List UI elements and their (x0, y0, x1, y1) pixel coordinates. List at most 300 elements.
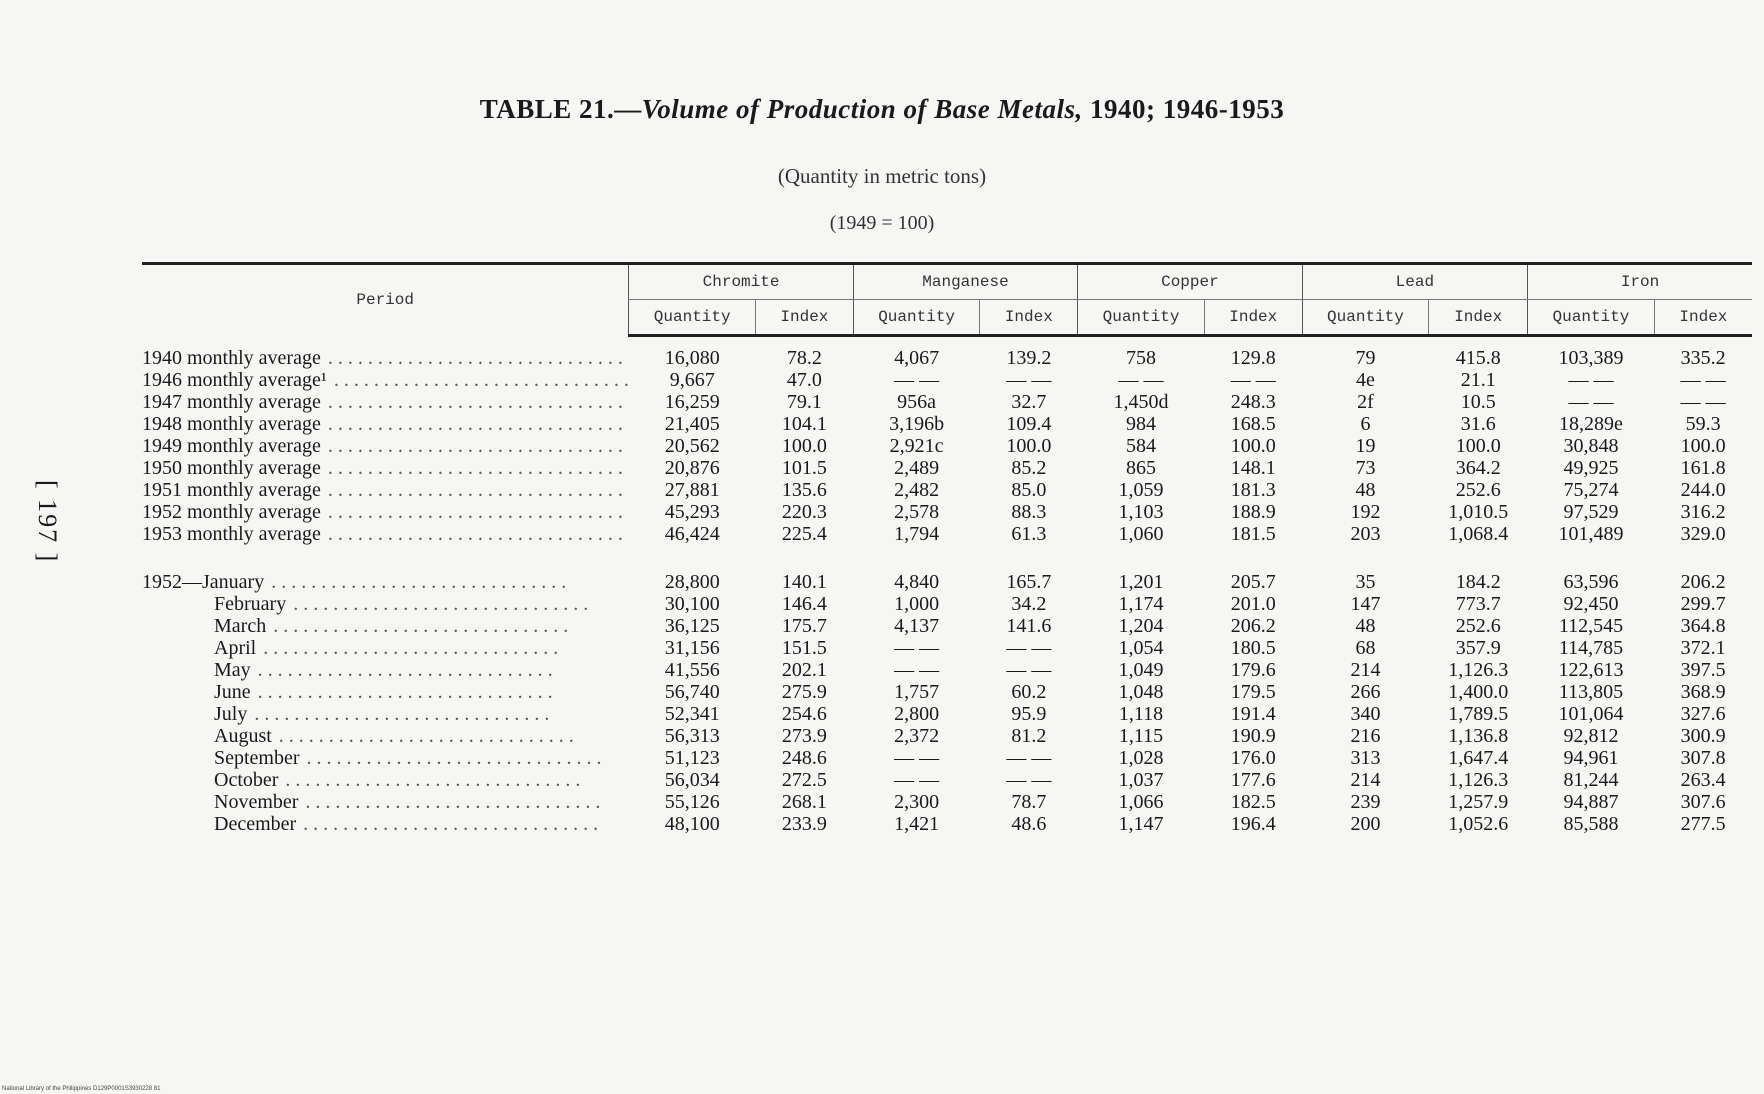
title-prefix: TABLE 21.— (479, 94, 642, 124)
index-cell: 1,068.4 (1448, 523, 1509, 545)
quantity-cell: 68 (1355, 637, 1376, 659)
index-cell: 307.6 (1680, 791, 1726, 813)
table-row (142, 457, 1752, 479)
index-cell: 252.6 (1455, 479, 1501, 501)
index-cell: 364.2 (1455, 457, 1501, 479)
index-cell: 81.2 (1011, 725, 1047, 747)
index-cell: — — (1680, 391, 1726, 413)
quantity-cell: 30,100 (664, 593, 720, 615)
index-cell: 181.5 (1230, 523, 1276, 545)
index-cell: — — (1680, 369, 1726, 391)
quantity-cell: 984 (1126, 413, 1157, 435)
index-cell: 161.8 (1680, 457, 1726, 479)
quantity-cell: 94,961 (1563, 747, 1619, 769)
table-row (142, 703, 1752, 725)
index-cell: 233.9 (781, 813, 827, 835)
index-cell: 273.9 (781, 725, 827, 747)
quantity-cell: 46,424 (664, 523, 720, 545)
index-cell: 129.8 (1230, 347, 1276, 369)
quantity-cell: 92,450 (1563, 593, 1619, 615)
index-cell: 151.5 (781, 637, 827, 659)
quantity-cell: 4e (1356, 369, 1375, 391)
quantity-cell: 79 (1355, 347, 1376, 369)
index-cell: 196.4 (1230, 813, 1276, 835)
table-title (0, 94, 1764, 125)
table-row (142, 769, 1752, 791)
quantity-cell: 6 (1360, 413, 1371, 435)
title-italic: Volume of Production of Base Metals, (641, 94, 1083, 124)
quantity-cell: — — (894, 659, 940, 681)
period-cell (142, 435, 629, 457)
quantity-cell: 2f (1357, 391, 1374, 413)
title-suffix: 1940; 1946-1953 (1082, 94, 1285, 124)
quantity-cell: 758 (1126, 347, 1157, 369)
index-cell: 182.5 (1230, 791, 1276, 813)
period-cell (142, 681, 629, 703)
index-cell: — — (1006, 369, 1052, 391)
quantity-cell: 20,876 (664, 457, 720, 479)
index-cell: 415.8 (1455, 347, 1501, 369)
index-cell: 248.6 (781, 747, 827, 769)
quantity-cell: — — (894, 747, 940, 769)
index-header: Index (756, 300, 854, 336)
index-cell: 206.2 (1680, 571, 1726, 593)
quantity-cell: 4,840 (894, 571, 940, 593)
quantity-cell: 55,126 (664, 791, 720, 813)
index-cell: 277.5 (1680, 813, 1726, 835)
index-cell: 146.4 (781, 593, 827, 615)
quantity-cell: 56,034 (664, 769, 720, 791)
index-cell: 316.2 (1680, 501, 1726, 523)
period-label: 1951 monthly average (142, 479, 321, 501)
spacer-row (142, 545, 1752, 571)
period-cell (142, 659, 629, 681)
table-row (142, 615, 1752, 637)
index-cell: 78.2 (786, 347, 822, 369)
index-cell: — — (1006, 637, 1052, 659)
period-cell (142, 791, 629, 813)
index-cell: 368.9 (1680, 681, 1726, 703)
period-cell (142, 479, 629, 501)
quantity-cell: 1,421 (894, 813, 940, 835)
index-cell: 1,126.3 (1448, 659, 1509, 681)
quantity-cell: 48 (1355, 615, 1376, 637)
period-cell (142, 523, 629, 545)
index-cell: 34.2 (1011, 593, 1047, 615)
quantity-cell: 4,137 (894, 615, 940, 637)
quantity-header: Quantity (853, 300, 980, 336)
period-label: 1946 monthly average¹ (142, 369, 327, 391)
index-cell: 190.9 (1230, 725, 1276, 747)
quantity-cell: 63,596 (1563, 571, 1619, 593)
index-cell: 141.6 (1006, 615, 1052, 637)
quantity-cell: 19 (1355, 435, 1376, 457)
index-cell: 275.9 (781, 681, 827, 703)
quantity-cell: 1,174 (1118, 593, 1164, 615)
period-label: 1940 monthly average (142, 347, 321, 369)
period-label: 1948 monthly average (142, 413, 321, 435)
quantity-cell: 56,313 (664, 725, 720, 747)
index-cell: 254.6 (781, 703, 827, 725)
index-cell: 101.5 (781, 457, 827, 479)
index-cell: 1,010.5 (1448, 501, 1509, 523)
index-cell: 1,400.0 (1448, 681, 1509, 703)
index-cell: 180.5 (1230, 637, 1276, 659)
index-cell: 109.4 (1006, 413, 1052, 435)
index-cell: 244.0 (1680, 479, 1726, 501)
quantity-cell: 200 (1350, 813, 1381, 835)
table-row (142, 479, 1752, 501)
index-cell: 148.1 (1230, 457, 1276, 479)
quantity-cell: 956a (897, 391, 937, 413)
index-cell: 191.4 (1230, 703, 1276, 725)
index-cell: 140.1 (781, 571, 827, 593)
period-cell (142, 413, 629, 435)
period-cell (142, 571, 629, 593)
index-cell: 47.0 (786, 369, 822, 391)
quantity-cell: 1,794 (894, 523, 940, 545)
period-cell (142, 703, 629, 725)
quantity-cell: 114,785 (1558, 637, 1624, 659)
quantity-cell: 214 (1350, 769, 1381, 791)
quantity-cell: 2,921c (889, 435, 944, 457)
period-cell (142, 457, 629, 479)
index-cell: 60.2 (1011, 681, 1047, 703)
quantity-cell: 1,204 (1118, 615, 1164, 637)
index-cell: 307.8 (1680, 747, 1726, 769)
period-label: May (214, 659, 251, 681)
index-cell: 100.0 (1455, 435, 1501, 457)
quantity-cell: — — (1568, 391, 1614, 413)
period-label: September (214, 747, 300, 769)
table-row (142, 791, 1752, 813)
table-body (142, 336, 1752, 836)
period-label: 1952—January (142, 571, 265, 593)
period-label: November (214, 791, 299, 813)
index-cell: 268.1 (781, 791, 827, 813)
period-label: February (214, 593, 287, 615)
index-cell: — — (1006, 769, 1052, 791)
base-year-note: (1949 = 100) (829, 212, 935, 234)
index-cell: 32.7 (1011, 391, 1047, 413)
quantity-header: Quantity (1302, 300, 1429, 336)
index-cell: 252.6 (1455, 615, 1501, 637)
header-iron: Iron (1528, 264, 1752, 300)
quantity-cell: 1,757 (894, 681, 940, 703)
index-cell: 48.6 (1011, 813, 1047, 835)
period-cell (142, 747, 629, 769)
quantity-cell: 48 (1355, 479, 1376, 501)
index-cell: 248.3 (1230, 391, 1276, 413)
index-cell: 95.9 (1011, 703, 1047, 725)
quantity-header: Quantity (629, 300, 756, 336)
index-cell: 177.6 (1230, 769, 1276, 791)
quantity-cell: 1,000 (894, 593, 940, 615)
index-cell: 357.9 (1455, 637, 1501, 659)
index-cell: 327.6 (1680, 703, 1726, 725)
index-cell: 205.7 (1230, 571, 1276, 593)
quantity-cell: 313 (1350, 747, 1381, 769)
index-cell: 1,136.8 (1448, 725, 1509, 747)
production-table (142, 262, 1752, 835)
quantity-cell: 112,545 (1558, 615, 1624, 637)
period-cell (142, 813, 629, 835)
index-cell: 88.3 (1011, 501, 1047, 523)
table-row (142, 593, 1752, 615)
quantity-cell: 16,259 (664, 391, 720, 413)
index-cell: 85.2 (1011, 457, 1047, 479)
period-cell (142, 501, 629, 523)
period-label: July (214, 703, 248, 725)
quantity-cell: 1,450d (1113, 391, 1169, 413)
index-cell: 59.3 (1685, 413, 1721, 435)
index-cell: 175.7 (781, 615, 827, 637)
quantity-cell: 9,667 (669, 369, 715, 391)
quantity-cell: — — (1568, 369, 1614, 391)
index-cell: 397.5 (1680, 659, 1726, 681)
quantity-cell: 56,740 (664, 681, 720, 703)
period-cell (142, 369, 629, 391)
index-cell: 364.8 (1680, 615, 1726, 637)
quantity-cell: 1,118 (1118, 703, 1164, 725)
index-cell: 300.9 (1680, 725, 1726, 747)
index-cell: 1,126.3 (1448, 769, 1509, 791)
quantity-cell: 101,064 (1558, 703, 1624, 725)
index-cell: 220.3 (781, 501, 827, 523)
scan-footer: National Library of the Philippines D129P0001S3930228 81 (2, 1086, 161, 1092)
quantity-cell: 31,156 (664, 637, 720, 659)
quantity-cell: 36,125 (664, 615, 720, 637)
quantity-cell: 1,037 (1118, 769, 1164, 791)
table-row (142, 681, 1752, 703)
period-label: 1952 monthly average (142, 501, 321, 523)
quantity-cell: 1,054 (1118, 637, 1164, 659)
period-cell (142, 391, 629, 413)
quantity-cell: — — (894, 369, 940, 391)
quantity-cell: 239 (1350, 791, 1381, 813)
quantity-cell: 28,800 (664, 571, 720, 593)
index-cell: 139.2 (1006, 347, 1052, 369)
table-row (142, 637, 1752, 659)
spacer-row (142, 336, 1752, 348)
quantity-cell: 203 (1350, 523, 1381, 545)
index-header: Index (1654, 300, 1752, 336)
index-cell: 21.1 (1460, 369, 1496, 391)
index-cell: — — (1230, 369, 1276, 391)
period-label: October (214, 769, 279, 791)
header-lead: Lead (1302, 264, 1527, 300)
table-row (142, 747, 1752, 769)
quantity-cell: 45,293 (664, 501, 720, 523)
period-label: August (214, 725, 272, 747)
index-cell: 100.0 (781, 435, 827, 457)
period-label: March (214, 615, 267, 637)
index-cell: 181.3 (1230, 479, 1276, 501)
table-row (142, 347, 1752, 369)
index-cell: — — (1006, 747, 1052, 769)
quantity-cell: 20,562 (664, 435, 720, 457)
quantity-cell: 3,196b (889, 413, 945, 435)
quantity-cell: 2,578 (894, 501, 940, 523)
index-cell: 184.2 (1455, 571, 1501, 593)
quantity-cell: 1,059 (1118, 479, 1164, 501)
header-manganese: Manganese (853, 264, 1077, 300)
index-cell: 79.1 (786, 391, 822, 413)
index-cell: 78.7 (1011, 791, 1047, 813)
quantity-cell: 101,489 (1558, 523, 1624, 545)
quantity-cell: 49,925 (1563, 457, 1619, 479)
index-cell: 135.6 (781, 479, 827, 501)
quantity-cell: 27,881 (664, 479, 720, 501)
quantity-cell: 41,556 (664, 659, 720, 681)
index-cell: 10.5 (1460, 391, 1496, 413)
quantity-cell: 48,100 (664, 813, 720, 835)
period-label: June (214, 681, 251, 703)
quantity-cell: 1,028 (1118, 747, 1164, 769)
table-row (142, 725, 1752, 747)
table-row (142, 813, 1752, 835)
quantity-cell: 97,529 (1563, 501, 1619, 523)
period-label: 1953 monthly average (142, 523, 321, 545)
page-number: [ 197 ] (33, 480, 62, 564)
quantity-cell: 73 (1355, 457, 1376, 479)
quantity-cell: — — (894, 769, 940, 791)
index-cell: 61.3 (1011, 523, 1047, 545)
index-cell: 1,257.9 (1448, 791, 1509, 813)
quantity-cell: 52,341 (664, 703, 720, 725)
index-cell: 1,789.5 (1448, 703, 1509, 725)
quantity-cell: 216 (1350, 725, 1381, 747)
index-cell: 773.7 (1455, 593, 1501, 615)
index-cell: 225.4 (781, 523, 827, 545)
quantity-cell: 266 (1350, 681, 1381, 703)
quantity-cell: 113,805 (1558, 681, 1624, 703)
quantity-cell: 340 (1350, 703, 1381, 725)
quantity-cell: 1,066 (1118, 791, 1164, 813)
quantity-cell: 21,405 (664, 413, 720, 435)
index-cell: 335.2 (1680, 347, 1726, 369)
quantity-cell: 103,389 (1558, 347, 1624, 369)
quantity-cell: 1,048 (1118, 681, 1164, 703)
period-header: Period (142, 264, 629, 336)
index-cell: 168.5 (1230, 413, 1276, 435)
period-cell (142, 593, 629, 615)
index-cell: 329.0 (1680, 523, 1726, 545)
quantity-cell: 2,482 (894, 479, 940, 501)
quantity-cell: 865 (1126, 457, 1157, 479)
period-label: 1950 monthly average (142, 457, 321, 479)
quantity-cell: 51,123 (664, 747, 720, 769)
table-row (142, 571, 1752, 593)
index-cell: 188.9 (1230, 501, 1276, 523)
quantity-cell: 192 (1350, 501, 1381, 523)
quantity-cell: 30,848 (1563, 435, 1619, 457)
index-header: Index (1204, 300, 1302, 336)
period-label: December (214, 813, 297, 835)
period-label: 1949 monthly average (142, 435, 321, 457)
table-row (142, 369, 1752, 391)
quantity-cell: 2,489 (894, 457, 940, 479)
quantity-cell: 1,147 (1118, 813, 1164, 835)
index-cell: 100.0 (1006, 435, 1052, 457)
index-header: Index (980, 300, 1078, 336)
quantity-cell: — — (894, 637, 940, 659)
quantity-cell: 4,067 (894, 347, 940, 369)
index-cell: 1,647.4 (1448, 747, 1509, 769)
header-copper: Copper (1078, 264, 1302, 300)
table-row (142, 391, 1752, 413)
table-row (142, 435, 1752, 457)
index-cell: 179.6 (1230, 659, 1276, 681)
index-cell: 104.1 (781, 413, 827, 435)
quantity-cell: 1,060 (1118, 523, 1164, 545)
index-header: Index (1429, 300, 1528, 336)
index-cell: 176.0 (1230, 747, 1276, 769)
index-cell: 202.1 (781, 659, 827, 681)
period-cell (142, 347, 629, 369)
header-group-row (142, 264, 1752, 300)
quantity-cell: 85,588 (1563, 813, 1619, 835)
quantity-cell: 2,300 (894, 791, 940, 813)
index-cell: 372.1 (1680, 637, 1726, 659)
quantity-cell: 18,289e (1559, 413, 1623, 435)
index-cell: 1,052.6 (1448, 813, 1509, 835)
table-row (142, 413, 1752, 435)
table-row (142, 501, 1752, 523)
quantity-cell: 1,049 (1118, 659, 1164, 681)
quantity-cell: 81,244 (1563, 769, 1619, 791)
period-cell (142, 725, 629, 747)
table-row (142, 659, 1752, 681)
index-cell: 100.0 (1680, 435, 1726, 457)
index-cell: 263.4 (1680, 769, 1726, 791)
quantity-cell: 35 (1355, 571, 1376, 593)
quantity-cell: — — (1118, 369, 1164, 391)
index-cell: 165.7 (1006, 571, 1052, 593)
quantity-cell: 147 (1350, 593, 1381, 615)
quantity-cell: 214 (1350, 659, 1381, 681)
quantity-cell: 2,800 (894, 703, 940, 725)
index-cell: 100.0 (1230, 435, 1276, 457)
index-cell: 85.0 (1011, 479, 1047, 501)
quantity-cell: 16,080 (664, 347, 720, 369)
period-cell (142, 637, 629, 659)
header-chromite: Chromite (629, 264, 853, 300)
period-cell (142, 769, 629, 791)
index-cell: — — (1006, 659, 1052, 681)
period-label: 1947 monthly average (142, 391, 321, 413)
quantity-cell: 1,201 (1118, 571, 1164, 593)
quantity-cell: 122,613 (1558, 659, 1624, 681)
index-cell: 299.7 (1680, 593, 1726, 615)
quantity-cell: 1,103 (1118, 501, 1164, 523)
period-label: April (214, 637, 257, 659)
index-cell: 179.5 (1230, 681, 1276, 703)
index-cell: 272.5 (781, 769, 827, 791)
quantity-cell: 1,115 (1118, 725, 1164, 747)
quantity-cell: 94,887 (1563, 791, 1619, 813)
index-cell: 206.2 (1230, 615, 1276, 637)
quantity-cell: 584 (1126, 435, 1157, 457)
quantity-cell: 2,372 (894, 725, 940, 747)
quantity-cell: 75,274 (1563, 479, 1619, 501)
quantity-cell: 92,812 (1563, 725, 1619, 747)
units-note: (Quantity in metric tons) (777, 164, 987, 188)
index-cell: 201.0 (1230, 593, 1276, 615)
quantity-header: Quantity (1078, 300, 1205, 336)
quantity-header: Quantity (1528, 300, 1655, 336)
index-cell: 31.6 (1460, 413, 1496, 435)
